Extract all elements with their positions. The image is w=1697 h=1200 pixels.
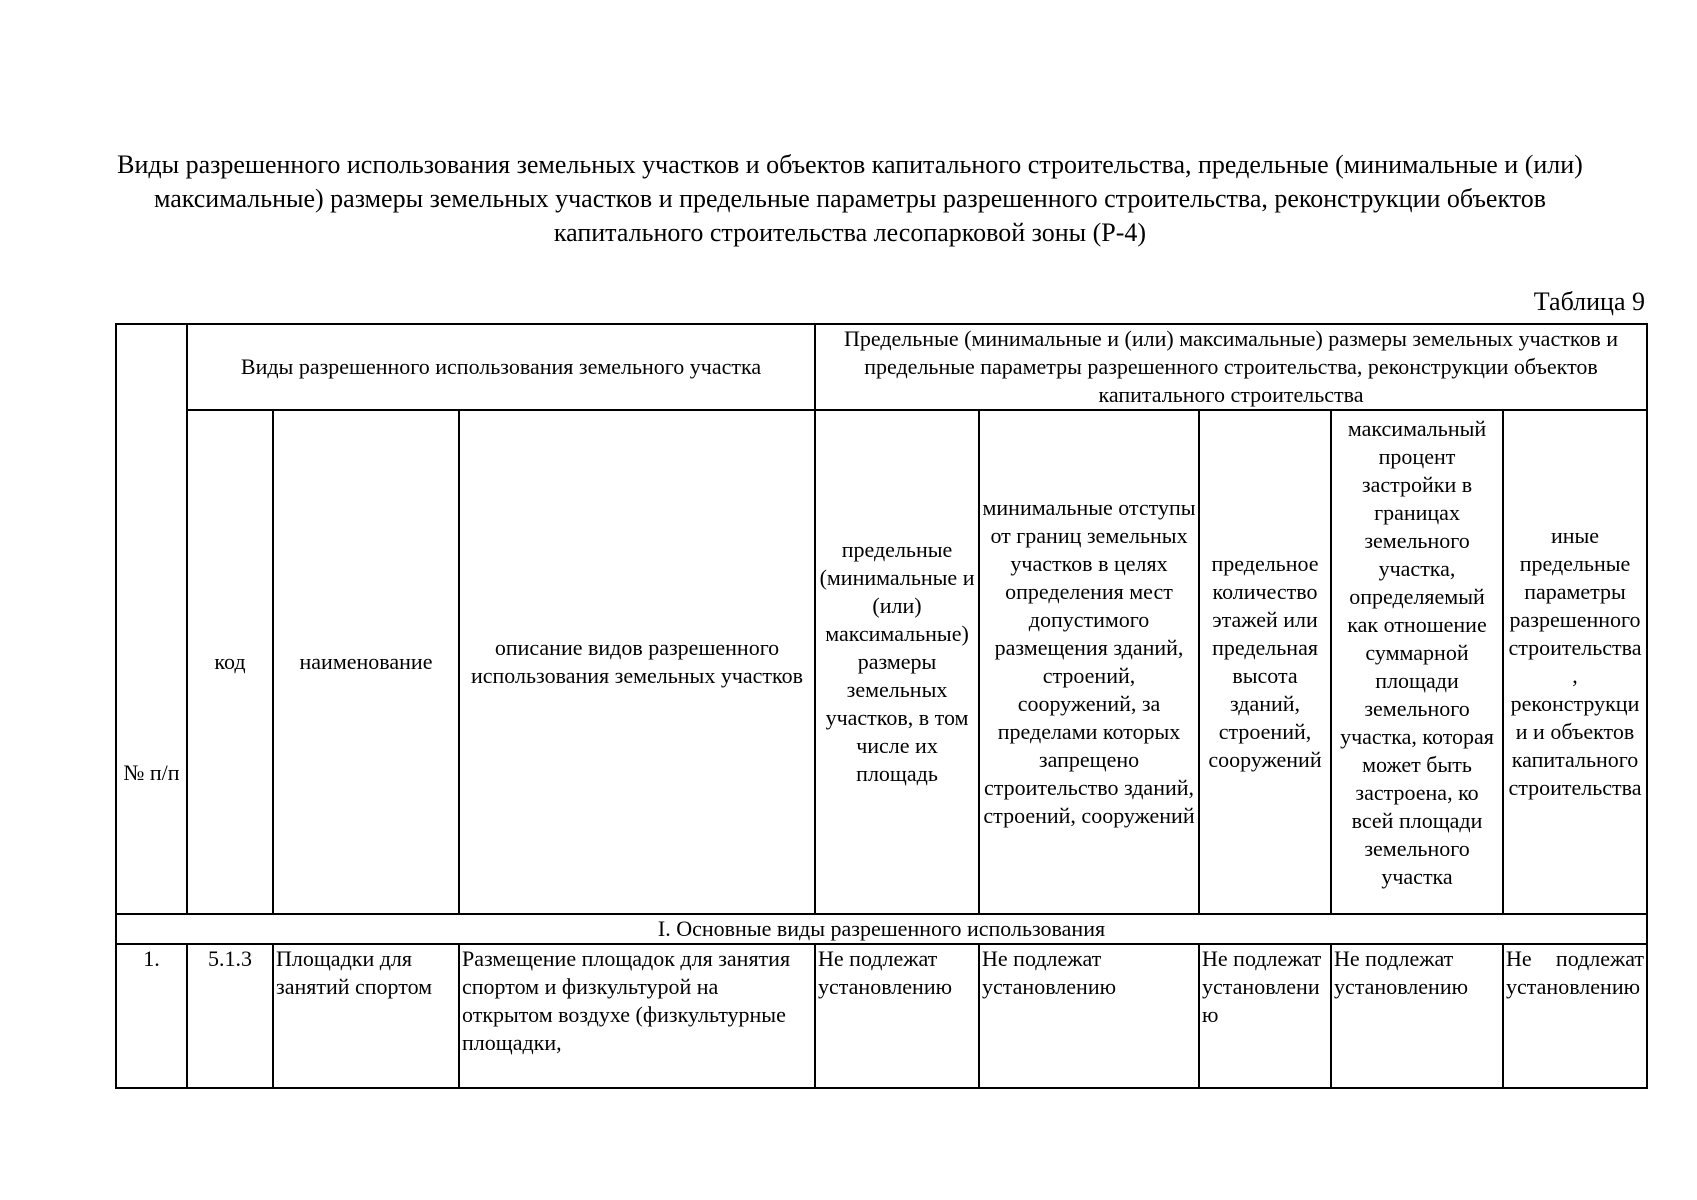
row-num: 1. [116, 944, 187, 1088]
header-floors: предельное количество этажей или предельная высота зданий, строений, сооружений [1199, 410, 1331, 914]
row-sizes: Не подлежат установлению [815, 944, 979, 1088]
header-row-columns [116, 410, 1647, 914]
header-setbacks: минимальные отступы от границ земельных участков в целях определения мест допустимого размещения зданий, строений, сооружений, за пределами которых запрещено строительство зданий, строений, сооружений [979, 410, 1199, 914]
section-row [116, 914, 1647, 944]
header-other: иные предельные параметры разрешенного строительства, реконструкции и объектов капитального строительства [1503, 410, 1647, 914]
header-row-groups [116, 324, 1647, 410]
row-setbacks: Не подлежат установлению [979, 944, 1199, 1088]
row-floors: Не подлежат установлению [1199, 944, 1331, 1088]
header-sizes: предельные (минимальные и (или) максимальные) размеры земельных участков, в том числе их площадь [815, 410, 979, 914]
row-description: Размещение площадок для занятия спортом и физкультурой на открытом воздухе (физкультурные площадки, [459, 944, 815, 1088]
header-group-use-types: Виды разрешенного использования земельного участка [187, 324, 815, 410]
row-other: Не подлежат установлению [1503, 944, 1647, 1088]
header-code: код [187, 410, 273, 914]
header-name: наименование [273, 410, 459, 914]
row-percent: Не подлежат установлению [1331, 944, 1503, 1088]
row-name: Площадки для занятий спортом [273, 944, 459, 1088]
document-title: Виды разрешенного использования земельных участков и объектов капитального строительства, предельные (минимальные и (или) максимальные) размеры земельных участков и предельные параметры разрешенного строительства, реконструкции объектов капитального строительства лесопарковой зоны (Р-4) [117, 150, 1583, 247]
section-title: I. Основные виды разрешенного использования [116, 914, 1647, 944]
row-code: 5.1.3 [187, 944, 273, 1088]
header-percent: максимальный процент застройки в границах земельного участка, определяемый как отношение суммарной площади земельного участка, которая может быть застроена, ко всей площади земельного участка [1331, 410, 1503, 914]
header-description: описание видов разрешенного использования земельных участков [459, 410, 815, 914]
zoning-table [115, 323, 1648, 1089]
table-number: Таблица 9 [1533, 287, 1645, 316]
header-num: № п/п [116, 324, 187, 914]
table-row [116, 944, 1647, 1088]
header-group-parameters: Предельные (минимальные и (или) максимальные) размеры земельных участков и предельные параметры разрешенного строительства, реконструкции объектов капитального строительства [815, 324, 1647, 410]
